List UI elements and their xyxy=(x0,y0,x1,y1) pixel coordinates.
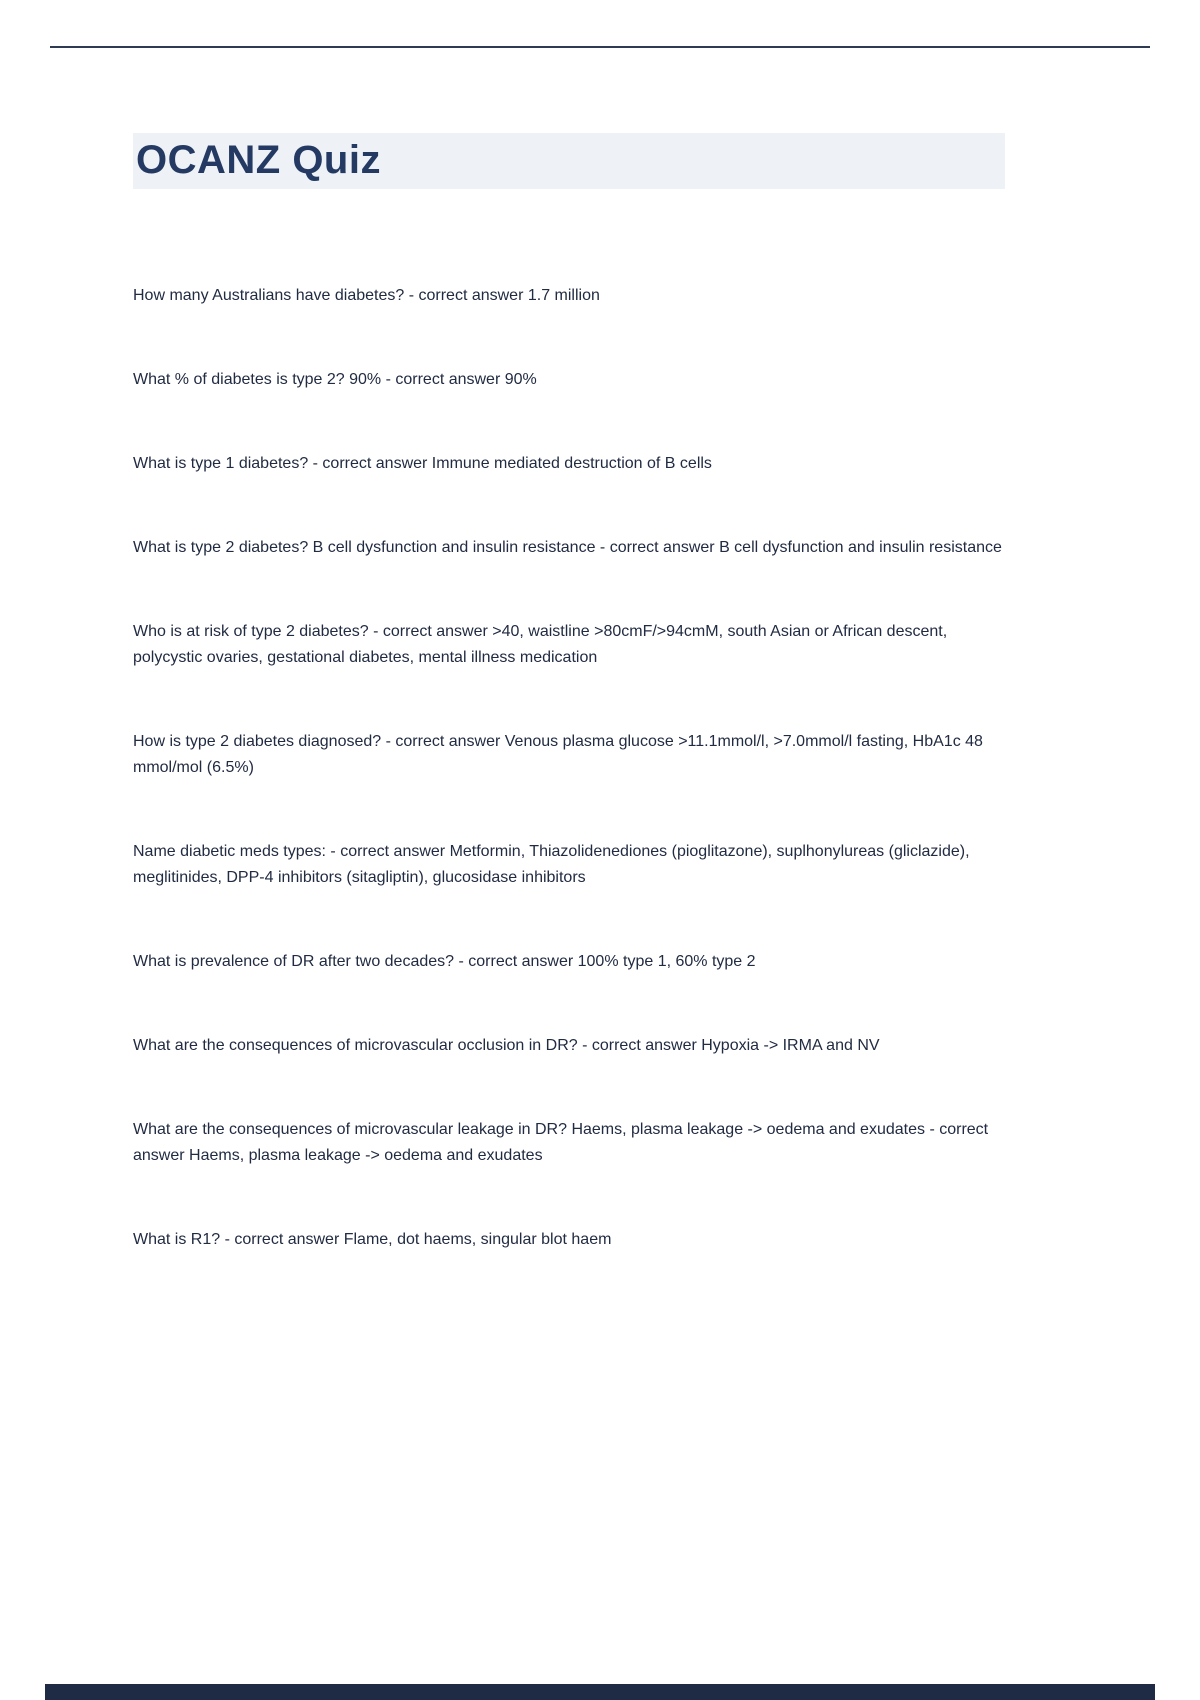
qa-item: What is prevalence of DR after two decades? - correct answer 100% type 1, 60% type 2 xyxy=(133,953,756,970)
qa-item: Who is at risk of type 2 diabetes? - correct answer >40, waistline >80cmF/>94cmM, south Asian or African descent, polycystic ovaries, gestational diabetes, mental illness medication xyxy=(133,623,948,666)
qa-item: How many Australians have diabetes? - correct answer 1.7 million xyxy=(133,287,600,304)
page-content xyxy=(133,133,1005,1311)
top-rule xyxy=(50,46,1150,48)
qa-item: What % of diabetes is type 2? 90% - correct answer 90% xyxy=(133,371,537,388)
page-title: OCANZ Quiz xyxy=(133,133,1005,189)
qa-item: What are the consequences of microvascular leakage in DR? Haems, plasma leakage -> oedema and exudates - correct answer Haems, plasma leakage -> oedema and exudates xyxy=(133,1121,989,1164)
qa-item: What is type 2 diabetes? B cell dysfunction and insulin resistance - correct answer B cell dysfunction and insulin resistance xyxy=(133,539,1002,556)
qa-item: How is type 2 diabetes diagnosed? - correct answer Venous plasma glucose >11.1mmol/l, >7.0mmol/l fasting, HbA1c 48 mmol/mol (6.5%) xyxy=(133,733,983,776)
footer-bar xyxy=(45,1684,1155,1700)
qa-item: What is type 1 diabetes? - correct answer Immune mediated destruction of B cells xyxy=(133,455,712,472)
qa-item: What are the consequences of microvascular occlusion in DR? - correct answer Hypoxia -> IRMA and NV xyxy=(133,1037,880,1054)
qa-list xyxy=(133,283,1005,1253)
qa-item: Name diabetic meds types: - correct answer Metformin, Thiazolidenediones (pioglitazone), suplhonylureas (gliclazide), meglitinides, DPP-4 inhibitors (sitagliptin), glucosidase inhibitors xyxy=(133,843,970,886)
qa-item: What is R1? - correct answer Flame, dot haems, singular blot haem xyxy=(133,1231,612,1248)
